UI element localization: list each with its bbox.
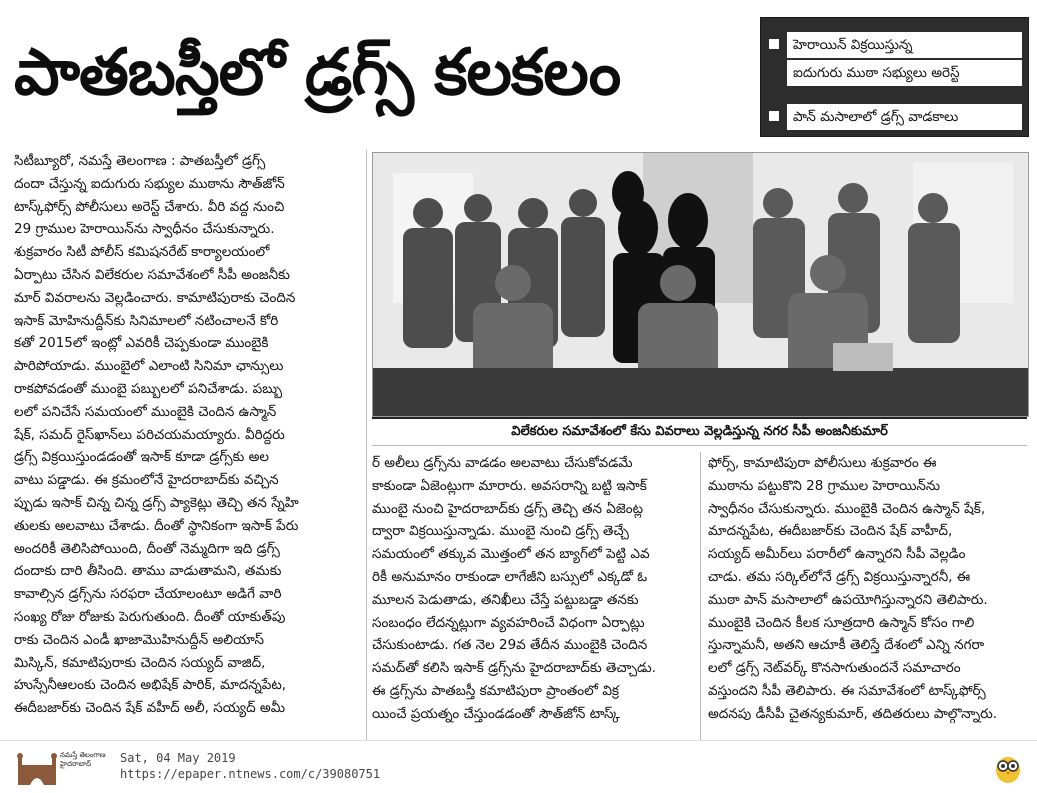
article-line: ప్పుడు ఇసాక్ చిన్న చిన్న డ్రగ్స్ ప్యాకెట్లు తెచ్చి తన స్నేహి: [14, 494, 299, 511]
highlight-1-line-2: ఐదుగురు ముఠా సభ్యులు అరెస్ట్: [787, 60, 1022, 86]
article-line: ముంబై నుంచి హైదరాబాద్‌కు డ్రగ్స్ తెచ్చి తన ఏజెంట్ల: [372, 500, 644, 517]
article-line: చాడు. తమ సర్కిల్‌లోనే డ్రగ్స్ విక్రయిస్తున్నారనీ, ఈ: [708, 568, 971, 585]
article-line: వస్తుందని సీపీ తెలిపారు. ఈ సమావేశంలో టాస్క్‌ఫోర్స్: [708, 682, 986, 699]
article-line: మార్ వివరాలను వెల్లడించారు. కామాటిపురాకు చెందిన: [14, 289, 296, 306]
article-column-3: [708, 452, 1027, 726]
article-line: సమద్‌తో కలిసి ఇసాక్ డ్రగ్స్‌ను హైదరాబాద్‌కు తెచ్చాడు.: [372, 660, 657, 677]
article-line: అందరికీ తెలిసిపోయింది, దీంతో నెమ్మదిగా ఇది డ్రగ్స్: [14, 540, 280, 557]
article-line: రికీ అనుమానం రాకుండా లాగేజీని బస్సులో ఎక్కడో ఓ: [372, 568, 648, 585]
article-line: 29 గ్రాముల హెరాయిన్‌ను స్వాధీనం చేసుకున్నారు.: [14, 221, 275, 238]
article-line: కతో 2015లో ఇంట్లో ఎవరికీ చెప్పకుండా ముంబైకి: [14, 335, 269, 352]
article-line: తులకు అలవాటు చేశాడు. దీంతో స్థానికంగా ఇసాక్ పేరు: [14, 517, 299, 534]
article-line: ఈ డ్రగ్స్‌ను పాతబస్తీ కమాటిపురా ప్రాంతంలో విక్ర: [372, 682, 619, 699]
column-divider: [700, 452, 701, 740]
article-line: స్తున్నామనీ, అతని ఆచూకీ తెలిస్తే దేశంలో ఎన్ని నగరా: [708, 637, 985, 654]
article-line: టాస్క్‌ఫోర్స్ పోలీసులు అరెస్ట్ చేశారు. వీరి వద్ద నుంచి: [14, 198, 285, 215]
article-line: ఈదీబజార్‌కు చెందిన షేక్ వహీద్ అలీ, సయ్యద్ అమీ: [14, 700, 285, 717]
logo-text: నమస్తే తెలంగాణ హైదరాబాద్: [60, 751, 106, 768]
photo-caption: విలేకరుల సమావేశంలో కేసు వివరాలు వెల్లడిస్తున్న నగర సీపీ అంజనీకుమార్: [372, 417, 1027, 446]
article-line: మూలన పెడుతాడు, తనిఖీలు చేస్తే పట్టుబడ్డా తనకు: [372, 591, 639, 608]
edition-date: Sat, 04 May 2019: [120, 751, 236, 765]
article-line: యించే ప్రయత్నం చేస్తుండడంతో సౌత్‌జోన్ టాస్క్: [372, 705, 620, 722]
article-line: దందాకు దారి తీసింది. తాము వాడుతామని, తమకు: [14, 563, 282, 580]
article-line: చేసుకుంటాడు. గత నెల 29వ తేదీన ముంబైకి చెందిన: [372, 637, 648, 654]
article-line: స్వాధీనం చేసుకున్నారు. ముంబైకి చెందిన ఉస్మాన్ షేక్,: [708, 500, 986, 517]
article-line: శుక్రవారం సిటీ పోలీస్ కమిషనరేట్ కార్యాలయంలో: [14, 244, 270, 261]
article-line: షేక్, సమద్ రైస్‌ఖాన్‌లు పరిచయమయ్యారు. వీరిద్దరు: [14, 426, 285, 443]
article-line: లలో డ్రగ్స్ నెట్‌వర్క్ కొనసాగుతుందనే సమాచారం: [708, 660, 961, 677]
charminar-logo-icon: [14, 751, 66, 789]
article-line: మాదన్నపేట, ఈదీబజార్‌కు చెందిన షేక్ వాహీద్,: [708, 523, 953, 540]
bullet-icon: [769, 39, 779, 49]
footer: [0, 740, 1037, 793]
article-line: మిస్కిన్, కమాటిపురాకు చెందిన సయ్యద్ వాజిద్,: [14, 654, 266, 671]
article-line: ముంబైకి చెందిన కీలక సూత్రదారి ఉస్మాన్ కోసం గాలి: [708, 614, 975, 631]
article-line: సిటీబ్యూరో, నమస్తే తెలంగాణ : పాతబస్తీలో డ్రగ్స్: [14, 153, 266, 169]
epaper-url[interactable]: https://epaper.ntnews.com/c/39080751: [120, 767, 381, 781]
highlights-box: [760, 17, 1029, 137]
article-line: సమయంలో తక్కువ మొత్తంలో తన బ్యాగ్‌లో పెట్టి ఎవ: [372, 546, 650, 563]
article-column-1: [14, 150, 362, 720]
photo-illustration: [373, 153, 1028, 416]
article-line: రాకపోవడంతో ముంబై పబ్బులలో పనిచేశాడు. పబ్బు: [14, 380, 283, 397]
highlight-1-line-1: హెరాయిన్ విక్రయిస్తున్న: [787, 32, 1022, 58]
article-line: కావాల్సిన డ్రగ్స్‌ను సరఫరా చేయాలంటూ అడిగే వారి: [14, 586, 282, 603]
article-line: రాకు చెందిన ఎండీ ఖాజామొహినుద్దీన్ అలియాస్: [14, 631, 264, 648]
headline: పాతబస్తీలో డ్రగ్స్ కలకలం: [14, 36, 621, 110]
article-line: ముఠాను పట్టుకొని 28 గ్రాముల హెరాయిన్‌ను: [708, 477, 941, 494]
article-line: కాకుండా ఏజెంట్లుగా మారారు. అవసరాన్ని బట్టి ఇసాక్: [372, 477, 647, 494]
highlight-2-line-1: పాన్ మసాలాలో డ్రగ్స్ వాడకాలు: [787, 104, 1022, 130]
article-line: డ్రగ్స్ విక్రయిస్తుండడంతో ఇసాక్ కూడా డ్రగ్స్‌కు అల: [14, 449, 269, 466]
article-line: ఇసాక్ మోహినుద్దీన్‌కు సినిమాలలో నటించాలనే కోరి: [14, 312, 279, 329]
article-line: హుస్సేనీఆలంకు చెందిన అభిషేక్ పారిక్, మాదన్నపేట,: [14, 677, 287, 694]
article-line: సంఖ్య రోజు రోజుకు పెరుగుతుంది. దీంతో యాకుత్‌పు: [14, 608, 286, 625]
article-column-2: [372, 452, 692, 726]
article-line: అదనపు డీసీపీ చైతన్యకుమార్, తదితరులు పాల్గొన్నారు.: [708, 705, 998, 722]
owl-icon[interactable]: [992, 752, 1024, 784]
article-line: వాటు పడ్డాడు. ఈ క్రమంలోనే హైదరాబాద్‌కు వచ్చిన: [14, 472, 279, 489]
article-line: పారిపోయాడు. ముంబైలో ఎలాంటి సినిమా ఛాన్సులు: [14, 358, 284, 375]
article-line: ద్వారా విక్రయిస్తున్నాడు. ముంబై నుంచి డ్రగ్స్ తెచ్చే: [372, 523, 629, 540]
column-divider: [366, 150, 367, 740]
article-line: దందా చేస్తున్న ఐదుగురు సభ్యుల ముఠాను సౌత్‌జోన్: [14, 175, 285, 192]
article-line: ఏర్పాటు చేసిన విలేకరుల సమావేశంలో సీపీ అంజనీకు: [14, 266, 290, 283]
bullet-icon: [769, 111, 779, 121]
article-line: ఫోర్స్, కామాటిపురా పోలీసులు శుక్రవారం ఈ: [708, 455, 937, 471]
article-line: సంబంధం లేదన్నట్లుగా వ్యవహరించే విధంగా ఏర్పాట్లు: [372, 614, 645, 631]
article-line: ర్ అలీలు డ్రగ్స్‌ను వాడడం అలవాటు చేసుకోవడమే: [372, 455, 633, 471]
article-line: సయ్యద్ అమీర్‌లు పరారీలో ఉన్నారని సీపీ వెల్లడిం: [708, 546, 966, 563]
article-line: లలో పనిచేసే సమయంలో ముంబైకి చెందిన ఉస్మాన్: [14, 403, 277, 420]
press-meet-photo: [372, 152, 1029, 417]
article-line: ముఠా పాన్ మసాలాలో ఉపయోగిస్తున్నారని తెలిపారు.: [708, 591, 988, 608]
